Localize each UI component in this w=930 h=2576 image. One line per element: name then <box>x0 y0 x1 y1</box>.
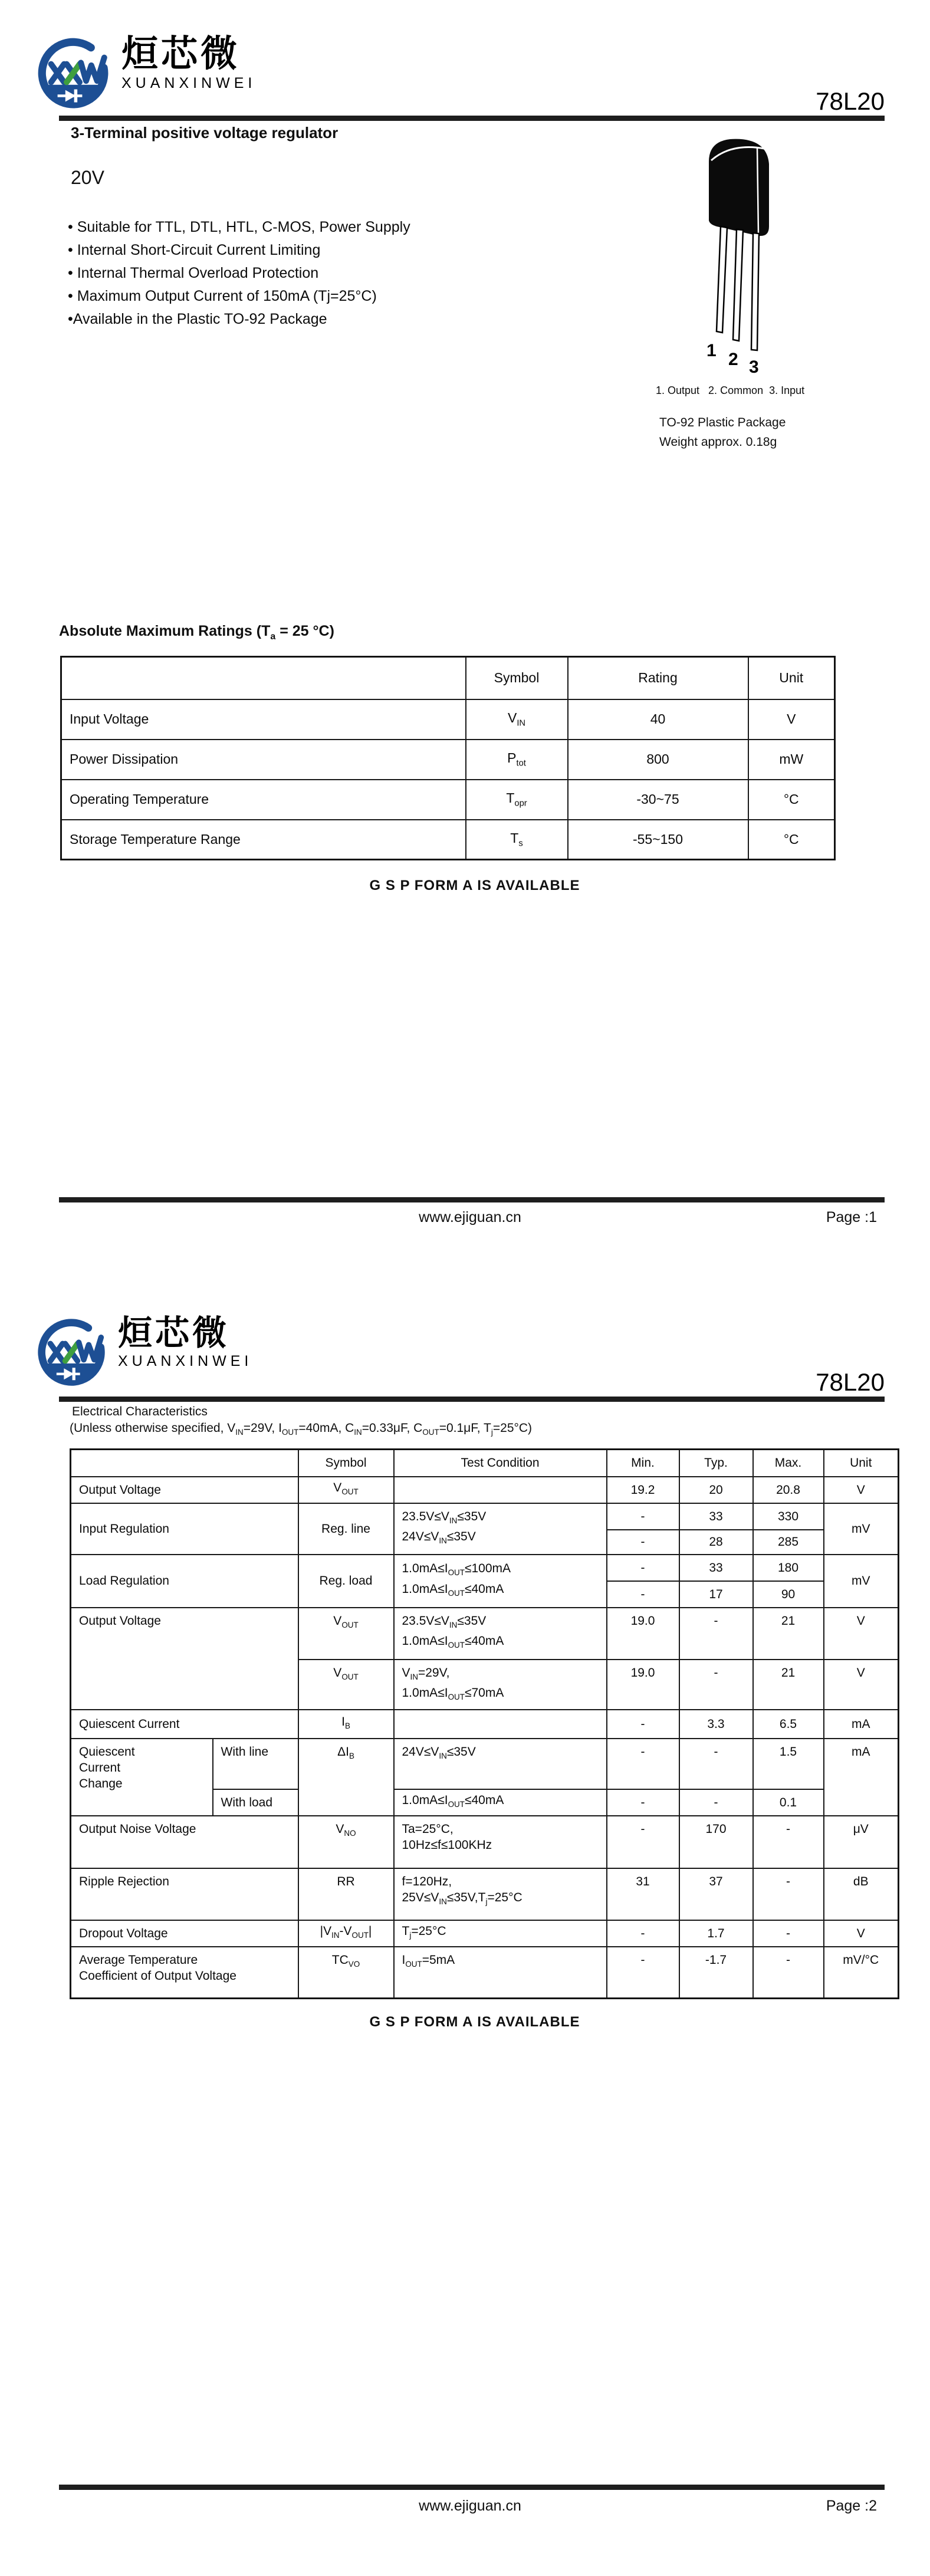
column-header: Rating <box>568 657 748 699</box>
column-header: Test Condition <box>394 1450 607 1477</box>
column-header <box>61 657 466 699</box>
feature-item: • Maximum Output Current of 150mA (Tj=25°C) <box>68 288 377 304</box>
table-cell: Output Noise Voltage <box>71 1816 298 1868</box>
xxw-logo-icon <box>34 34 112 112</box>
table-cell: V <box>824 1608 899 1660</box>
gsp-note-page1: G S P FORM A IS AVAILABLE <box>369 878 580 893</box>
abs-max-title: Absolute Maximum Ratings ($T_a = 25$ °C) <box>59 623 334 642</box>
table-cell: $1.0mA\le I_{OUT}\le 40mA$ <box>394 1789 607 1816</box>
table-cell: Quiescent Current <box>71 1710 298 1739</box>
table-cell: - <box>607 1581 679 1608</box>
table-cell: - <box>607 1947 679 1999</box>
column-header: Typ. <box>679 1450 753 1477</box>
table-cell: $TC_{VO}$ <box>298 1947 394 1999</box>
table-cell: Reg. load <box>298 1555 394 1608</box>
table-cell: $V_{OUT}$ <box>298 1477 394 1503</box>
brand-text <box>118 1315 252 1370</box>
company-name-en: XUANXINWEI <box>118 1353 253 1370</box>
table-cell: 19.0 <box>607 1660 679 1710</box>
elec-test-conditions: (Unless otherwise specified, $V_{IN}=29V$, $I_{OUT}=40mA$, $C_{IN}=0.33\mu F$, $C_{OUT}=0.1\mu F$, $T_j=25^\circ C$) <box>70 1421 533 1437</box>
column-header: Symbol <box>466 657 568 699</box>
table-cell: 20 <box>679 1477 753 1503</box>
table-cell: 33 <box>679 1555 753 1581</box>
table-cell: dB <box>824 1868 899 1920</box>
footer-site-url-page2: www.ejiguan.cn <box>419 2498 521 2514</box>
table-cell: mV <box>824 1555 899 1608</box>
column-header: Unit <box>748 657 835 699</box>
table-cell: Ripple Rejection <box>71 1868 298 1920</box>
table-cell: $|V_{IN}-V_{OUT}|$ <box>298 1920 394 1947</box>
table-cell: 1.5 <box>753 1739 824 1789</box>
table-cell: V <box>824 1477 899 1503</box>
column-header: Min. <box>607 1450 679 1477</box>
table-cell: $\Delta I_B$ <box>298 1739 394 1816</box>
table-cell: V <box>824 1920 899 1947</box>
table-cell: V <box>748 699 835 740</box>
table-cell: 330 <box>753 1503 824 1530</box>
table-cell: - <box>679 1739 753 1789</box>
pin-assignment: 1. Output 2. Common 3. Input <box>656 385 805 396</box>
table-cell: Power Dissipation <box>61 740 466 780</box>
table-cell: RR <box>298 1868 394 1920</box>
voltage-rating: 20V <box>71 167 104 188</box>
feature-item: •Available in the Plastic TO-92 Package <box>68 311 327 327</box>
table-cell: - <box>607 1503 679 1530</box>
feature-item: • Internal Short-Circuit Current Limiting <box>68 242 321 258</box>
table-cell <box>394 1477 607 1503</box>
table-cell: 180 <box>753 1555 824 1581</box>
table-cell: With line <box>213 1739 298 1789</box>
table-cell: - <box>607 1739 679 1789</box>
table-cell: 90 <box>753 1581 824 1608</box>
column-header: Max. <box>753 1450 824 1477</box>
table-cell: Quiescent Current Change <box>71 1739 213 1816</box>
table-cell: $23.5V\le V_{IN}\le 35V$ $24V\le V_{IN}\le 35V$ <box>394 1503 607 1555</box>
table-cell: 21 <box>753 1608 824 1660</box>
gsp-note-page2: G S P FORM A IS AVAILABLE <box>369 2014 580 2030</box>
table-cell: 17 <box>679 1581 753 1608</box>
table-cell: Load Regulation <box>71 1555 298 1608</box>
pin-2-label: 2 <box>728 350 738 369</box>
table-cell: 6.5 <box>753 1710 824 1739</box>
company-name-en: XUANXINWEI <box>121 74 257 91</box>
table-cell: 19.0 <box>607 1608 679 1660</box>
brand-block-page2 <box>34 1315 252 1389</box>
table-cell: 33 <box>679 1503 753 1530</box>
table-cell: Input Regulation <box>71 1503 298 1555</box>
table-cell: Storage Temperature Range <box>61 820 466 860</box>
feature-item: • Suitable for TTL, DTL, HTL, C-MOS, Power Supply <box>68 219 410 235</box>
elec-characteristics-title: Electrical Characteristics <box>72 1405 208 1418</box>
table-cell: $24V\le V_{IN}\le 35V$ <box>394 1739 607 1789</box>
footer-rule-page1 <box>59 1197 885 1202</box>
elec-characteristics-table <box>70 1448 899 1999</box>
table-cell: mA <box>824 1710 899 1739</box>
table-cell: Reg. line <box>298 1503 394 1555</box>
feature-item: • Internal Thermal Overload Protection <box>68 265 319 281</box>
table-cell: Input Voltage <box>61 699 466 740</box>
table-cell: mV/°C <box>824 1947 899 1999</box>
table-cell: V <box>824 1660 899 1710</box>
table-cell: - <box>753 1920 824 1947</box>
page-title: 3-Terminal positive voltage regulator <box>71 124 339 142</box>
xxw-logo-icon <box>34 1315 109 1389</box>
table-cell: 31 <box>607 1868 679 1920</box>
table-cell: mA <box>824 1739 899 1816</box>
table-cell: 20.8 <box>753 1477 824 1503</box>
column-header: Symbol <box>298 1450 394 1477</box>
footer-page-number-page1: Page :1 <box>826 1209 877 1225</box>
table-cell: -55~150 <box>568 820 748 860</box>
table-cell: 3.3 <box>679 1710 753 1739</box>
abs-max-table <box>60 656 836 860</box>
table-cell: $V_{OUT}$ <box>298 1608 394 1660</box>
table-cell: 285 <box>753 1530 824 1555</box>
pin-3-label: 3 <box>749 357 759 377</box>
table-cell: 37 <box>679 1868 753 1920</box>
table-cell: 800 <box>568 740 748 780</box>
table-cell: $T_s$ <box>466 820 568 860</box>
table-cell: $V_{NO}$ <box>298 1816 394 1868</box>
pin-1-label: 1 <box>706 341 717 360</box>
table-cell: Operating Temperature <box>61 780 466 820</box>
footer-rule-page2 <box>59 2485 885 2490</box>
package-name-and-weight: TO-92 Plastic Package Weight approx. 0.18g <box>659 416 786 449</box>
company-name-cn: 烜芯微 <box>121 32 241 75</box>
table-cell: - <box>607 1710 679 1739</box>
table-cell: -1.7 <box>679 1947 753 1999</box>
footer-site-url-page1: www.ejiguan.cn <box>419 1209 521 1225</box>
table-cell: μV <box>824 1816 899 1868</box>
table-cell: $I_{OUT}=5mA$ <box>394 1947 607 1999</box>
to92-package-icon <box>696 133 784 378</box>
table-cell: With load <box>213 1789 298 1816</box>
table-cell: mW <box>748 740 835 780</box>
table-cell: - <box>753 1947 824 1999</box>
table-cell: 21 <box>753 1660 824 1710</box>
table-cell: 28 <box>679 1530 753 1555</box>
brand-text <box>121 34 256 92</box>
table-cell: mV <box>824 1503 899 1555</box>
table-cell: - <box>679 1608 753 1660</box>
table-cell: 170 <box>679 1816 753 1868</box>
table-cell: - <box>607 1920 679 1947</box>
table-cell <box>394 1710 607 1739</box>
table-cell: 40 <box>568 699 748 740</box>
part-number-page2: 78L20 <box>816 1368 885 1396</box>
table-cell: - <box>753 1816 824 1868</box>
table-cell: Average Temperature Coefficient of Output Voltage <box>71 1947 298 1999</box>
table-cell: $V_{IN}=29V$, $1.0mA\le I_{OUT}\le 70mA$ <box>394 1660 607 1710</box>
table-cell: $I_B$ <box>298 1710 394 1739</box>
to92-figure <box>696 133 784 381</box>
column-header <box>71 1450 298 1477</box>
features-list <box>68 216 410 331</box>
table-cell: - <box>679 1789 753 1816</box>
table-cell: - <box>753 1868 824 1920</box>
table-cell: $1.0mA\le I_{OUT}\le 100mA$ $1.0mA\le I_{OUT}\le 40mA$ <box>394 1555 607 1608</box>
column-header: Unit <box>824 1450 899 1477</box>
table-cell: $P_{tot}$ <box>466 740 568 780</box>
table-cell: $V_{IN}$ <box>466 699 568 740</box>
brand-block-page1 <box>34 34 256 112</box>
table-cell: - <box>607 1816 679 1868</box>
table-cell: 0.1 <box>753 1789 824 1816</box>
table-cell: °C <box>748 820 835 860</box>
header-rule-page1 <box>59 116 885 121</box>
table-cell: °C <box>748 780 835 820</box>
table-cell: Output Voltage <box>71 1477 298 1503</box>
table-cell: - <box>607 1789 679 1816</box>
table-cell: Dropout Voltage <box>71 1920 298 1947</box>
table-cell: $23.5V\le V_{IN}\le 35V$ $1.0mA\le I_{OUT}\le 40mA$ <box>394 1608 607 1660</box>
table-cell: - <box>607 1555 679 1581</box>
header-rule-page2 <box>59 1397 885 1402</box>
part-number-page1: 78L20 <box>816 87 885 115</box>
table-cell: 1.7 <box>679 1920 753 1947</box>
footer-page-number-page2: Page :2 <box>826 2498 877 2514</box>
company-name-cn: 烜芯微 <box>118 1313 230 1353</box>
table-cell: - <box>679 1660 753 1710</box>
table-cell: $T_{opr}$ <box>466 780 568 820</box>
table-cell: $V_{OUT}$ <box>298 1660 394 1710</box>
table-cell: Ta=25°C, 10Hz≤f≤100KHz <box>394 1816 607 1868</box>
table-cell: f=120Hz, $25V\le V_{IN}\le 35V,T_j=25^\circ C$ <box>394 1868 607 1920</box>
table-cell: $T_j=25^\circ C$ <box>394 1920 607 1947</box>
table-cell: - <box>607 1530 679 1555</box>
table-cell: -30~75 <box>568 780 748 820</box>
table-cell: 19.2 <box>607 1477 679 1503</box>
table-cell: Output Voltage <box>71 1608 298 1710</box>
